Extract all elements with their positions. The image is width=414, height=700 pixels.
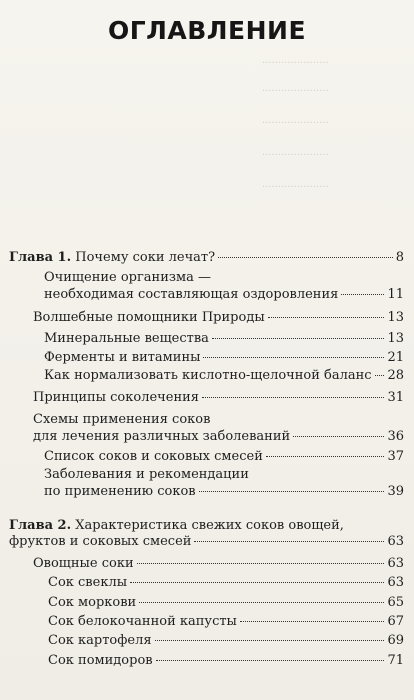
page-number: 28	[387, 368, 404, 383]
entry-text: Сок помидоров	[48, 653, 153, 668]
page-number: 63	[387, 534, 404, 549]
toc-entry-carrot[interactable]	[48, 595, 404, 611]
dot-leader	[375, 375, 385, 376]
dot-leader	[266, 456, 385, 457]
entry-text: фруктов и соковых смесей	[9, 534, 192, 549]
toc-entry-cabbage[interactable]	[48, 614, 404, 630]
toc-entry-cleansing-line1[interactable]: Очищение организма —	[44, 270, 211, 285]
toc-chapter-2-line1[interactable]	[9, 518, 344, 534]
entry-text: Сок картофеля	[48, 633, 152, 648]
page-number: 63	[387, 556, 404, 571]
page-title: ОГЛАВЛЕНИЕ	[107, 16, 307, 45]
dot-leader	[156, 660, 385, 661]
entry-text: для лечения различных заболеваний	[33, 429, 291, 444]
dot-leader	[202, 397, 384, 398]
toc-entry-potato[interactable]	[48, 633, 404, 649]
toc-entry-principles[interactable]	[33, 390, 404, 406]
bleed-through-text: ·····················	[262, 118, 329, 129]
toc-entry-beet[interactable]	[48, 575, 404, 591]
entry-text: Принципы соколечения	[33, 390, 199, 405]
chapter-1-prefix: Глава 1.	[9, 250, 72, 265]
entry-text: Как нормализовать кислотно-щелочной баланс	[44, 368, 372, 383]
entry-text: по применению соков	[44, 484, 196, 499]
toc-entry-enzymes[interactable]	[44, 350, 404, 366]
page-number: 71	[387, 653, 404, 668]
toc-entry-vegetable-juices[interactable]	[33, 556, 404, 572]
dot-leader	[212, 338, 385, 339]
bleed-through-text: ·····················	[262, 58, 329, 69]
page-number: 36	[387, 429, 404, 444]
entry-text: Овощные соки	[33, 556, 134, 571]
toc-entry-helpers[interactable]	[33, 310, 404, 326]
dot-leader	[268, 317, 385, 318]
entry-text: необходимая составляющая оздоровления	[44, 287, 339, 302]
toc-entry-diseases[interactable]	[44, 484, 404, 500]
chapter-2-prefix: Глава 2.	[9, 518, 72, 533]
toc-entry-tomato[interactable]	[48, 653, 404, 669]
page-number: 67	[387, 614, 404, 629]
toc-entry-schemes[interactable]	[33, 429, 404, 445]
dot-leader	[130, 582, 384, 583]
toc-entry-juice-list[interactable]	[44, 449, 404, 465]
entry-text: Минеральные вещества	[44, 331, 209, 346]
entry-text: Волшебные помощники Природы	[33, 310, 265, 325]
chapter-1-title: Почему соки лечат?	[75, 250, 216, 265]
toc-chapter-2[interactable]	[9, 534, 404, 550]
dot-leader	[341, 294, 384, 295]
entry-text: Сок свеклы	[48, 575, 128, 590]
page-number: 39	[387, 484, 404, 499]
chapter-2-title: Характеристика свежих соков овощей,	[75, 518, 344, 533]
dot-leader	[293, 436, 384, 437]
toc-entry-diseases-line1[interactable]: Заболевания и рекомендации	[44, 467, 249, 482]
page-number: 8	[395, 250, 404, 265]
bleed-through-text: ·····················	[262, 182, 329, 193]
page-number: 37	[387, 449, 404, 464]
toc-chapter-1[interactable]	[9, 250, 404, 266]
toc-entry-acid-base[interactable]	[44, 368, 404, 384]
entry-text: Ферменты и витамины	[44, 350, 201, 365]
page-number: 13	[387, 310, 404, 325]
bleed-through-text: ·····················	[262, 86, 329, 97]
entry-text: Сок моркови	[48, 595, 137, 610]
dot-leader	[194, 541, 384, 542]
page-number: 13	[387, 331, 404, 346]
page-number: 31	[387, 390, 404, 405]
page-number: 21	[387, 350, 404, 365]
toc-entry-minerals[interactable]	[44, 331, 404, 347]
dot-leader	[203, 357, 384, 358]
page-number: 11	[387, 287, 404, 302]
entry-text: Сок белокочанной капусты	[48, 614, 237, 629]
entry-text: Список соков и соковых смесей	[44, 449, 263, 464]
dot-leader	[155, 640, 385, 641]
page-number: 65	[387, 595, 404, 610]
toc-entry-cleansing[interactable]	[44, 287, 404, 303]
dot-leader	[199, 491, 385, 492]
dot-leader	[137, 563, 385, 564]
toc-entry-schemes-line1[interactable]: Схемы применения соков	[33, 412, 211, 427]
page-number: 63	[387, 575, 404, 590]
page-number: 69	[387, 633, 404, 648]
dot-leader	[139, 602, 384, 603]
dot-leader	[218, 257, 393, 258]
dot-leader	[240, 621, 385, 622]
bleed-through-text: ·····················	[262, 150, 329, 161]
